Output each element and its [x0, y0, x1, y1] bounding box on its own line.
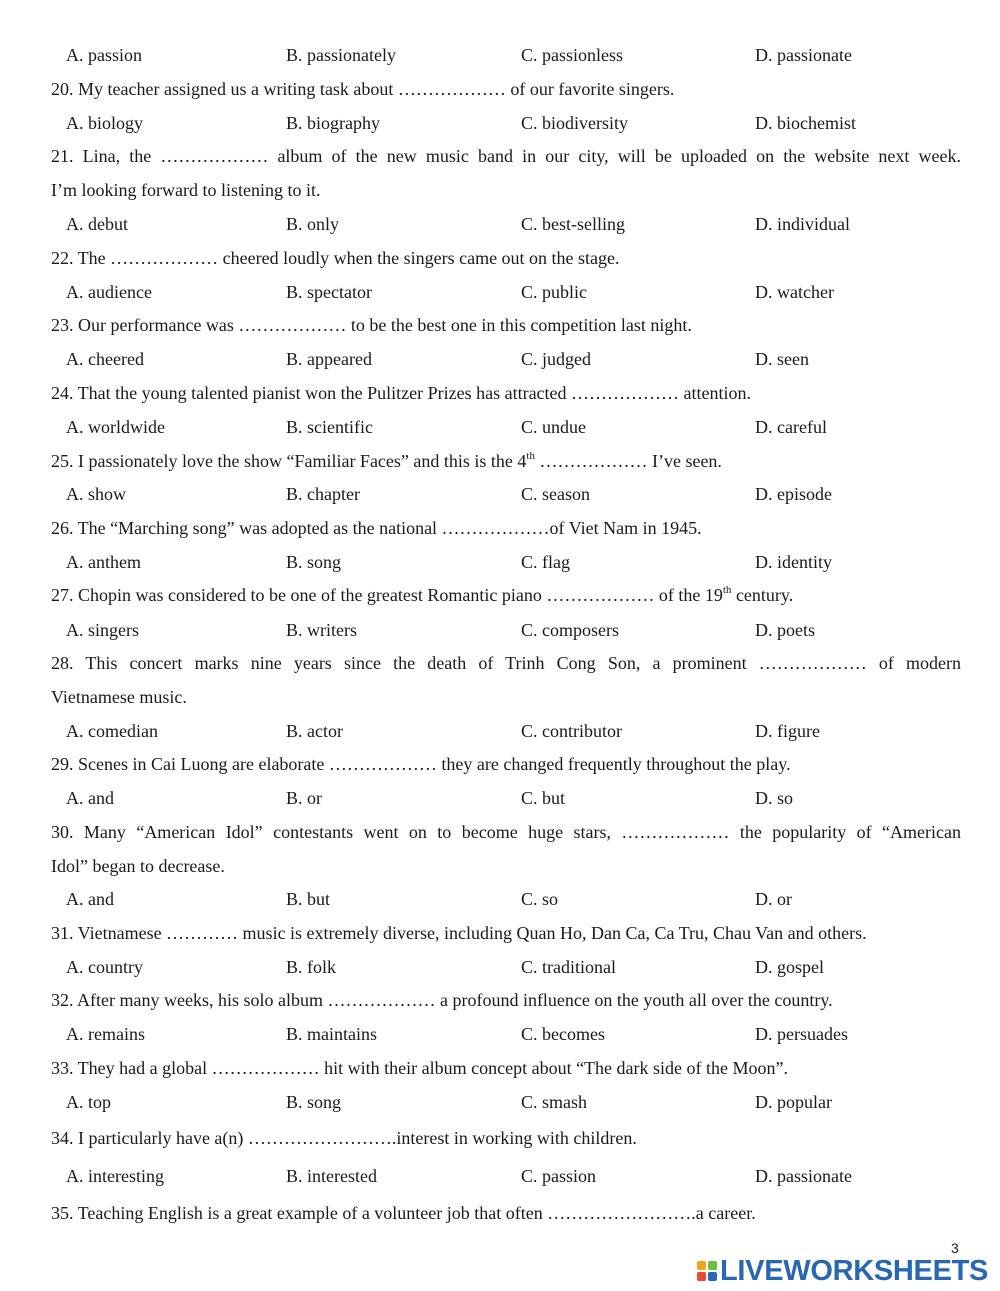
option-b: B. passionately — [286, 45, 396, 65]
question-stem: 32. After many weeks, his solo album ……………… a profound influence on the youth all over the country. — [51, 990, 833, 1010]
option-d: D. seen — [755, 349, 809, 369]
answer-options — [0, 1165, 1000, 1187]
option-c: C. undue — [521, 417, 586, 437]
question-stem: 20. My teacher assigned us a writing task about ……………… of our favorite singers. — [51, 79, 675, 99]
option-c: C. smash — [521, 1092, 588, 1112]
option-d: D. identity — [755, 552, 832, 572]
option-a: A. remains — [66, 1024, 145, 1044]
question-stem: 30. Many “American Idol” contestants went on to become huge stars, ……………… the popularity of “American — [51, 822, 961, 842]
option-d: D. popular — [755, 1092, 832, 1112]
option-d: D. or — [755, 889, 792, 909]
option-d: D. persuades — [755, 1024, 848, 1044]
answer-options — [0, 1091, 1000, 1113]
option-a: A. comedian — [66, 721, 158, 741]
logo-block — [697, 1272, 706, 1281]
question-stem-continued: I’m looking forward to listening to it. — [51, 180, 321, 200]
option-b: B. biography — [286, 113, 380, 133]
liveworksheets-logo — [697, 1256, 988, 1286]
option-b: B. but — [286, 889, 331, 909]
question-stem: 28. This concert marks nine years since the death of Trinh Cong Son, a prominent ……………… of modern — [51, 653, 961, 673]
option-b: B. actor — [286, 721, 343, 741]
option-b: B. interested — [286, 1166, 377, 1186]
question-stem: 35. Teaching English is a great example of a volunteer job that often …………………….a career. — [51, 1203, 756, 1223]
question-stem: 23. Our performance was ……………… to be the best one in this competition last night. — [51, 315, 692, 335]
option-a: A. biology — [66, 113, 144, 133]
question-stem: 29. Scenes in Cai Luong are elaborate ……………… they are changed frequently throughout the play. — [51, 754, 791, 774]
option-a: A. anthem — [66, 552, 141, 572]
question-stem-continued: Vietnamese music. — [51, 687, 187, 707]
option-b: B. song — [286, 552, 342, 572]
question-stem: 26. The “Marching song” was adopted as the national ………………of Viet Nam in 1945. — [51, 518, 702, 538]
option-b: B. only — [286, 214, 340, 234]
option-b: B. folk — [286, 957, 337, 977]
option-c: C. contributor — [521, 721, 622, 741]
option-d: D. passionate — [755, 45, 852, 65]
option-d: D. biochemist — [755, 113, 856, 133]
option-a: A. cheered — [66, 349, 144, 369]
option-b: B. scientific — [286, 417, 373, 437]
question-stem: 22. The ……………… cheered loudly when the singers came out on the stage. — [51, 248, 620, 268]
option-a: A. passion — [66, 45, 142, 65]
option-d: D. episode — [755, 484, 832, 504]
option-c: C. composers — [521, 620, 619, 640]
option-c: C. flag — [521, 552, 570, 572]
answer-options — [0, 348, 1000, 370]
answer-options — [0, 956, 1000, 978]
option-d: D. figure — [755, 721, 820, 741]
option-c: C. but — [521, 788, 566, 808]
option-c: C. judged — [521, 349, 591, 369]
answer-options — [0, 483, 1000, 505]
option-a: A. interesting — [66, 1166, 164, 1186]
logo-blocks-icon — [697, 1261, 717, 1281]
logo-block — [697, 1261, 706, 1270]
page-number: 3 — [951, 1240, 959, 1256]
question-stem: 25. I passionately love the show “Familiar Faces” and this is the 4th ……………… I’ve seen. — [51, 450, 722, 471]
answer-options — [0, 888, 1000, 910]
option-a: A. debut — [66, 214, 128, 234]
logo-block — [708, 1272, 717, 1281]
option-b: B. song — [286, 1092, 342, 1112]
option-d: D. gospel — [755, 957, 824, 977]
answer-options — [0, 619, 1000, 641]
option-d: D. individual — [755, 214, 850, 234]
option-a: A. audience — [66, 282, 152, 302]
option-a: A. and — [66, 788, 114, 808]
answer-options — [0, 1023, 1000, 1045]
answer-options — [0, 44, 1000, 66]
option-a: A. worldwide — [66, 417, 165, 437]
option-c: C. passion — [521, 1166, 597, 1186]
question-stem: 27. Chopin was considered to be one of the greatest Romantic piano ……………… of the 19th century. — [51, 584, 794, 605]
option-d: D. poets — [755, 620, 815, 640]
option-b: B. maintains — [286, 1024, 377, 1044]
question-stem: 21. Lina, the ……………… album of the new music band in our city, will be uploaded on the website next week. — [51, 146, 961, 166]
option-b: B. or — [286, 788, 322, 808]
logo-block — [708, 1261, 717, 1270]
answer-options — [0, 416, 1000, 438]
option-c: C. becomes — [521, 1024, 605, 1044]
answer-options — [0, 112, 1000, 134]
ordinal-suffix: th — [526, 450, 535, 462]
option-b: B. writers — [286, 620, 357, 640]
option-d: D. passionate — [755, 1166, 852, 1186]
option-b: B. spectator — [286, 282, 372, 302]
answer-options — [0, 281, 1000, 303]
option-a: A. top — [66, 1092, 111, 1112]
option-b: B. appeared — [286, 349, 372, 369]
option-a: A. country — [66, 957, 143, 977]
question-stem: 24. That the young talented pianist won the Pulitzer Prizes has attracted ……………… attention. — [51, 383, 752, 403]
question-stem: 33. They had a global ……………… hit with their album concept about “The dark side of the Moon”. — [51, 1058, 788, 1078]
option-a: A. show — [66, 484, 127, 504]
option-d: D. careful — [755, 417, 827, 437]
option-c: C. biodiversity — [521, 113, 628, 133]
answer-options — [0, 213, 1000, 235]
answer-options — [0, 720, 1000, 742]
option-d: D. so — [755, 788, 794, 808]
answer-options — [0, 787, 1000, 809]
option-c: C. season — [521, 484, 590, 504]
option-c: C. passionless — [521, 45, 624, 65]
question-stem: 31. Vietnamese ………… music is extremely diverse, including Quan Ho, Dan Ca, Ca Tru, Chau Van and others. — [51, 923, 867, 943]
option-a: A. singers — [66, 620, 139, 640]
option-c: C. best-selling — [521, 214, 625, 234]
option-c: C. so — [521, 889, 559, 909]
option-b: B. chapter — [286, 484, 360, 504]
question-stem-continued: Idol” began to decrease. — [51, 856, 225, 876]
answer-options — [0, 551, 1000, 573]
ordinal-suffix: th — [722, 584, 732, 596]
question-stem: 34. I particularly have a(n) …………………….interest in working with children. — [51, 1128, 637, 1148]
option-a: A. and — [66, 889, 114, 909]
option-c: C. public — [521, 282, 587, 302]
option-c: C. traditional — [521, 957, 616, 977]
option-d: D. watcher — [755, 282, 834, 302]
logo-text: LIVEWORKSHEETS — [720, 1254, 989, 1287]
